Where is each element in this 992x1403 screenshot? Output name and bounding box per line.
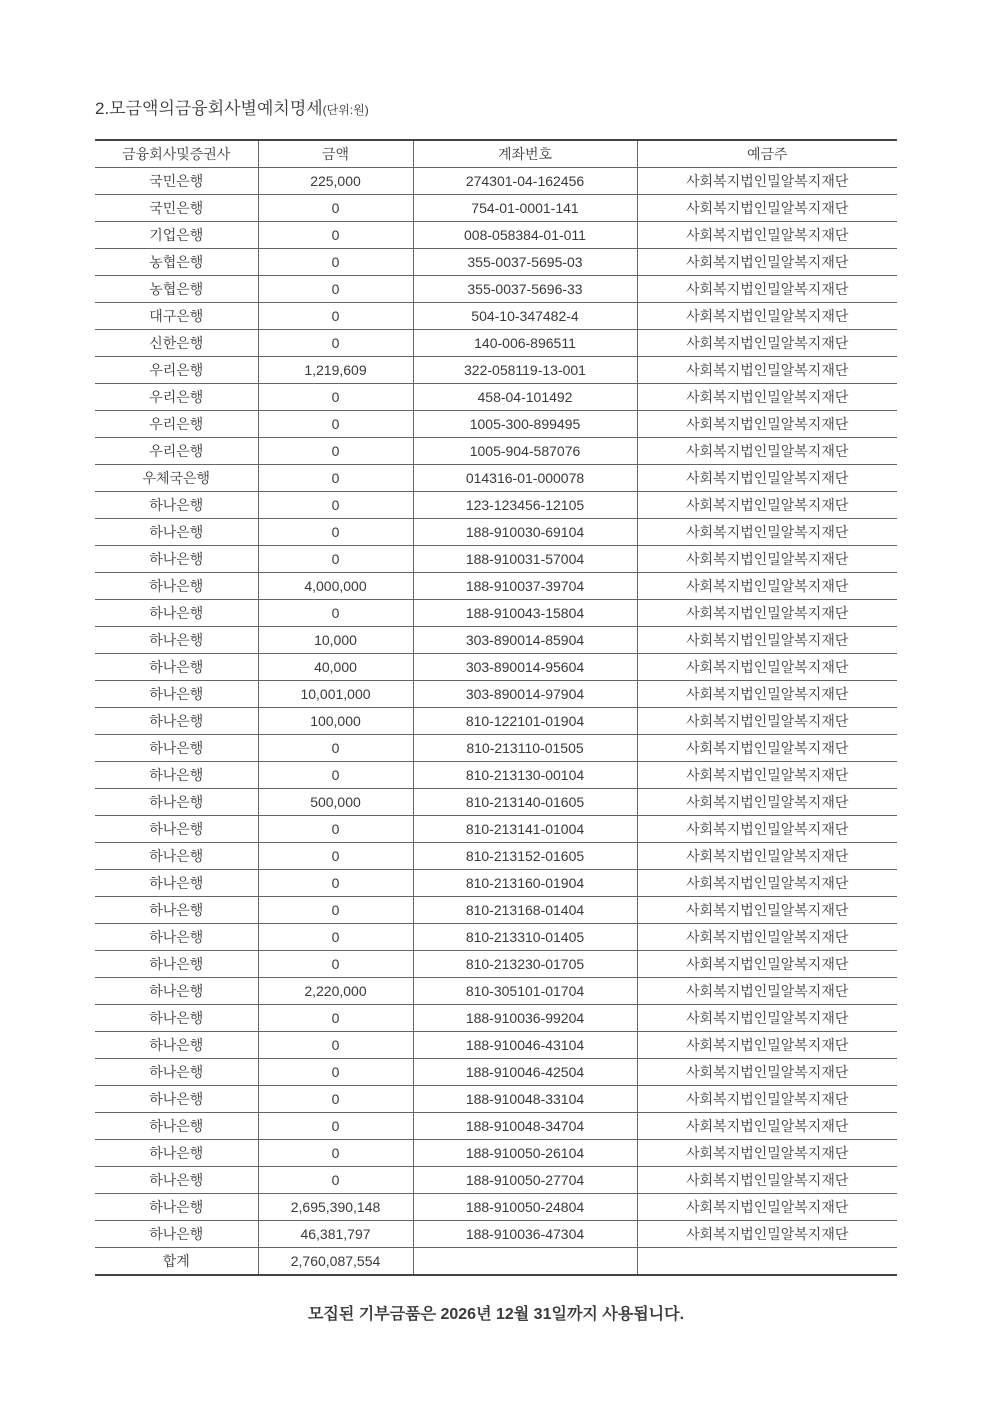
cell-amount: 0 [258, 1167, 413, 1194]
table-header-row [95, 140, 897, 168]
cell-holder: 사회복지법인밀알복지재단 [637, 681, 897, 708]
cell-holder: 사회복지법인밀알복지재단 [637, 1194, 897, 1221]
cell-bank: 하나은행 [95, 951, 258, 978]
cell-account: 008-058384-01-011 [413, 222, 637, 249]
cell-account: 810-213130-00104 [413, 762, 637, 789]
cell-account: 188-910036-47304 [413, 1221, 637, 1248]
cell-account: 188-910046-43104 [413, 1032, 637, 1059]
cell-holder: 사회복지법인밀알복지재단 [637, 1221, 897, 1248]
cell-holder: 사회복지법인밀알복지재단 [637, 519, 897, 546]
cell-amount: 46,381,797 [258, 1221, 413, 1248]
cell-holder: 사회복지법인밀알복지재단 [637, 1032, 897, 1059]
cell-bank: 하나은행 [95, 924, 258, 951]
cell-holder: 사회복지법인밀알복지재단 [637, 951, 897, 978]
table-row [95, 276, 897, 303]
cell-bank: 하나은행 [95, 1113, 258, 1140]
cell-holder: 사회복지법인밀알복지재단 [637, 465, 897, 492]
footer-note: 모집된 기부금품은 2026년 12월 31일까지 사용됩니다. [307, 1306, 685, 1323]
cell-holder: 사회복지법인밀알복지재단 [637, 789, 897, 816]
table-row [95, 303, 897, 330]
cell-amount: 10,001,000 [258, 681, 413, 708]
cell-account: 188-910037-39704 [413, 573, 637, 600]
page-title-unit: (단위:원) [322, 103, 369, 117]
table-row [95, 384, 897, 411]
cell-amount: 0 [258, 1032, 413, 1059]
cell-holder: 사회복지법인밀알복지재단 [637, 438, 897, 465]
cell-bank: 우리은행 [95, 357, 258, 384]
table-row [95, 978, 897, 1005]
cell-amount: 0 [258, 546, 413, 573]
table-row [95, 789, 897, 816]
cell-amount: 0 [258, 276, 413, 303]
cell-holder: 사회복지법인밀알복지재단 [637, 1086, 897, 1113]
cell-amount: 0 [258, 411, 413, 438]
cell-amount: 0 [258, 816, 413, 843]
cell-account: 754-01-0001-141 [413, 195, 637, 222]
table-row [95, 762, 897, 789]
table-row [95, 546, 897, 573]
table-row [95, 573, 897, 600]
cell-account: 188-910050-24804 [413, 1194, 637, 1221]
cell-amount: 0 [258, 249, 413, 276]
table-row [95, 951, 897, 978]
table-row [95, 1086, 897, 1113]
cell-holder: 사회복지법인밀알복지재단 [637, 492, 897, 519]
cell-account: 188-910036-99204 [413, 1005, 637, 1032]
cell-account: 810-213160-01904 [413, 870, 637, 897]
table-row [95, 1113, 897, 1140]
cell-bank: 하나은행 [95, 1086, 258, 1113]
cell-holder: 사회복지법인밀알복지재단 [637, 1059, 897, 1086]
cell-account: 274301-04-162456 [413, 168, 637, 195]
cell-holder: 사회복지법인밀알복지재단 [637, 168, 897, 195]
cell-amount: 500,000 [258, 789, 413, 816]
table-row [95, 627, 897, 654]
cell-amount: 1,219,609 [258, 357, 413, 384]
cell-account: 188-910050-27704 [413, 1167, 637, 1194]
cell-bank: 하나은행 [95, 1032, 258, 1059]
cell-bank: 신한은행 [95, 330, 258, 357]
table-row [95, 411, 897, 438]
cell-account: 810-213141-01004 [413, 816, 637, 843]
cell-bank: 하나은행 [95, 492, 258, 519]
column-header-0: 금융회사및증권사 [95, 140, 258, 168]
cell-account: 458-04-101492 [413, 384, 637, 411]
table-row [95, 195, 897, 222]
cell-account: 303-890014-97904 [413, 681, 637, 708]
cell-holder: 사회복지법인밀알복지재단 [637, 1005, 897, 1032]
cell-amount: 0 [258, 924, 413, 951]
table-row [95, 222, 897, 249]
table-row [95, 1005, 897, 1032]
cell-account: 188-910043-15804 [413, 600, 637, 627]
table-row [95, 1194, 897, 1221]
cell-holder: 사회복지법인밀알복지재단 [637, 870, 897, 897]
table-row [95, 708, 897, 735]
cell-account: 140-006-896511 [413, 330, 637, 357]
cell-holder: 사회복지법인밀알복지재단 [637, 897, 897, 924]
table-row [95, 330, 897, 357]
cell-account: 188-910046-42504 [413, 1059, 637, 1086]
cell-holder: 사회복지법인밀알복지재단 [637, 708, 897, 735]
cell-amount: 0 [258, 1140, 413, 1167]
cell-bank: 하나은행 [95, 843, 258, 870]
page-title-text: 2.모금액의금융회사별예치명세 [95, 99, 323, 118]
cell-account: 1005-904-587076 [413, 438, 637, 465]
cell-account: 810-305101-01704 [413, 978, 637, 1005]
cell-account: 322-058119-13-001 [413, 357, 637, 384]
cell-holder: 사회복지법인밀알복지재단 [637, 411, 897, 438]
cell-bank: 하나은행 [95, 654, 258, 681]
cell-holder: 사회복지법인밀알복지재단 [637, 816, 897, 843]
cell-amount: 0 [258, 762, 413, 789]
cell-holder: 사회복지법인밀알복지재단 [637, 357, 897, 384]
document-page [95, 0, 897, 1324]
cell-bank: 우리은행 [95, 411, 258, 438]
cell-account: 123-123456-12105 [413, 492, 637, 519]
cell-amount: 0 [258, 330, 413, 357]
cell-bank: 국민은행 [95, 195, 258, 222]
cell-amount: 0 [258, 1113, 413, 1140]
cell-holder: 사회복지법인밀알복지재단 [637, 600, 897, 627]
cell-bank: 하나은행 [95, 735, 258, 762]
cell-amount: 225,000 [258, 168, 413, 195]
cell-bank: 하나은행 [95, 708, 258, 735]
cell-holder: 사회복지법인밀알복지재단 [637, 843, 897, 870]
cell-bank: 하나은행 [95, 816, 258, 843]
cell-bank: 하나은행 [95, 1140, 258, 1167]
cell-bank: 하나은행 [95, 1194, 258, 1221]
cell-account: 014316-01-000078 [413, 465, 637, 492]
cell-bank: 하나은행 [95, 762, 258, 789]
cell-amount: 100,000 [258, 708, 413, 735]
cell-holder: 사회복지법인밀알복지재단 [637, 303, 897, 330]
cell-amount: 0 [258, 492, 413, 519]
cell-amount: 2,220,000 [258, 978, 413, 1005]
cell-holder: 사회복지법인밀알복지재단 [637, 1140, 897, 1167]
column-header-2: 계좌번호 [413, 140, 637, 168]
cell-amount: 0 [258, 951, 413, 978]
column-header-1: 금액 [258, 140, 413, 168]
cell-bank: 하나은행 [95, 1221, 258, 1248]
table-row [95, 870, 897, 897]
cell-account: 810-213152-01605 [413, 843, 637, 870]
table-row [95, 357, 897, 384]
cell-bank: 하나은행 [95, 519, 258, 546]
cell-amount: 0 [258, 222, 413, 249]
cell-bank: 합계 [95, 1248, 258, 1276]
table-row [95, 1221, 897, 1248]
cell-account: 188-910048-34704 [413, 1113, 637, 1140]
cell-amount: 0 [258, 870, 413, 897]
cell-amount: 0 [258, 843, 413, 870]
cell-amount: 0 [258, 735, 413, 762]
cell-holder: 사회복지법인밀알복지재단 [637, 1113, 897, 1140]
cell-amount: 10,000 [258, 627, 413, 654]
cell-holder: 사회복지법인밀알복지재단 [637, 924, 897, 951]
cell-holder: 사회복지법인밀알복지재단 [637, 735, 897, 762]
cell-holder: 사회복지법인밀알복지재단 [637, 546, 897, 573]
table-row [95, 1032, 897, 1059]
cell-holder: 사회복지법인밀알복지재단 [637, 627, 897, 654]
cell-amount: 2,695,390,148 [258, 1194, 413, 1221]
cell-bank: 하나은행 [95, 573, 258, 600]
table-row [95, 654, 897, 681]
cell-amount: 40,000 [258, 654, 413, 681]
table-row [95, 924, 897, 951]
table-row [95, 600, 897, 627]
cell-account: 504-10-347482-4 [413, 303, 637, 330]
cell-holder [637, 1248, 897, 1276]
cell-account: 810-213168-01404 [413, 897, 637, 924]
cell-amount: 0 [258, 384, 413, 411]
cell-bank: 하나은행 [95, 897, 258, 924]
cell-holder: 사회복지법인밀알복지재단 [637, 330, 897, 357]
cell-account: 1005-300-899495 [413, 411, 637, 438]
deposit-table [95, 139, 897, 1276]
table-row [95, 897, 897, 924]
cell-bank: 하나은행 [95, 1059, 258, 1086]
table-row [95, 465, 897, 492]
cell-bank: 우체국은행 [95, 465, 258, 492]
cell-account: 810-213140-01605 [413, 789, 637, 816]
column-header-3: 예금주 [637, 140, 897, 168]
cell-bank: 우리은행 [95, 438, 258, 465]
cell-account: 355-0037-5696-33 [413, 276, 637, 303]
table-row [95, 1140, 897, 1167]
cell-account: 810-122101-01904 [413, 708, 637, 735]
cell-holder: 사회복지법인밀알복지재단 [637, 762, 897, 789]
cell-amount: 0 [258, 1005, 413, 1032]
cell-amount: 0 [258, 465, 413, 492]
cell-account: 188-910030-69104 [413, 519, 637, 546]
table-row [95, 735, 897, 762]
cell-bank: 대구은행 [95, 303, 258, 330]
cell-bank: 기업은행 [95, 222, 258, 249]
table-body [95, 168, 897, 1276]
cell-bank: 하나은행 [95, 789, 258, 816]
cell-account: 188-910031-57004 [413, 546, 637, 573]
table-row [95, 168, 897, 195]
page-title [95, 98, 897, 121]
cell-bank: 하나은행 [95, 1167, 258, 1194]
cell-holder: 사회복지법인밀알복지재단 [637, 222, 897, 249]
cell-amount: 0 [258, 195, 413, 222]
table-row [95, 816, 897, 843]
cell-amount: 2,760,087,554 [258, 1248, 413, 1276]
cell-bank: 하나은행 [95, 1005, 258, 1032]
table-row [95, 1167, 897, 1194]
cell-amount: 4,000,000 [258, 573, 413, 600]
table-row [95, 249, 897, 276]
cell-amount: 0 [258, 897, 413, 924]
cell-amount: 0 [258, 519, 413, 546]
cell-amount: 0 [258, 600, 413, 627]
cell-account: 188-910048-33104 [413, 1086, 637, 1113]
total-row [95, 1248, 897, 1276]
table-row [95, 1059, 897, 1086]
cell-holder: 사회복지법인밀알복지재단 [637, 978, 897, 1005]
cell-amount: 0 [258, 438, 413, 465]
cell-holder: 사회복지법인밀알복지재단 [637, 573, 897, 600]
cell-amount: 0 [258, 303, 413, 330]
cell-account: 355-0037-5695-03 [413, 249, 637, 276]
cell-bank: 하나은행 [95, 546, 258, 573]
cell-holder: 사회복지법인밀알복지재단 [637, 1167, 897, 1194]
cell-account: 810-213230-01705 [413, 951, 637, 978]
cell-amount: 0 [258, 1086, 413, 1113]
cell-holder: 사회복지법인밀알복지재단 [637, 195, 897, 222]
cell-account: 303-890014-95604 [413, 654, 637, 681]
cell-bank: 우리은행 [95, 384, 258, 411]
cell-bank: 농협은행 [95, 249, 258, 276]
table-row [95, 492, 897, 519]
cell-amount: 0 [258, 1059, 413, 1086]
cell-bank: 하나은행 [95, 870, 258, 897]
cell-bank: 하나은행 [95, 681, 258, 708]
cell-account: 188-910050-26104 [413, 1140, 637, 1167]
cell-holder: 사회복지법인밀알복지재단 [637, 249, 897, 276]
cell-holder: 사회복지법인밀알복지재단 [637, 276, 897, 303]
cell-bank: 농협은행 [95, 276, 258, 303]
cell-account: 810-213110-01505 [413, 735, 637, 762]
table-row [95, 438, 897, 465]
cell-holder: 사회복지법인밀알복지재단 [637, 654, 897, 681]
cell-account: 810-213310-01405 [413, 924, 637, 951]
cell-account [413, 1248, 637, 1276]
cell-bank: 하나은행 [95, 627, 258, 654]
cell-bank: 국민은행 [95, 168, 258, 195]
table-row [95, 843, 897, 870]
cell-account: 303-890014-85904 [413, 627, 637, 654]
cell-holder: 사회복지법인밀알복지재단 [637, 384, 897, 411]
table-row [95, 519, 897, 546]
table-row [95, 681, 897, 708]
cell-bank: 하나은행 [95, 978, 258, 1005]
cell-bank: 하나은행 [95, 600, 258, 627]
